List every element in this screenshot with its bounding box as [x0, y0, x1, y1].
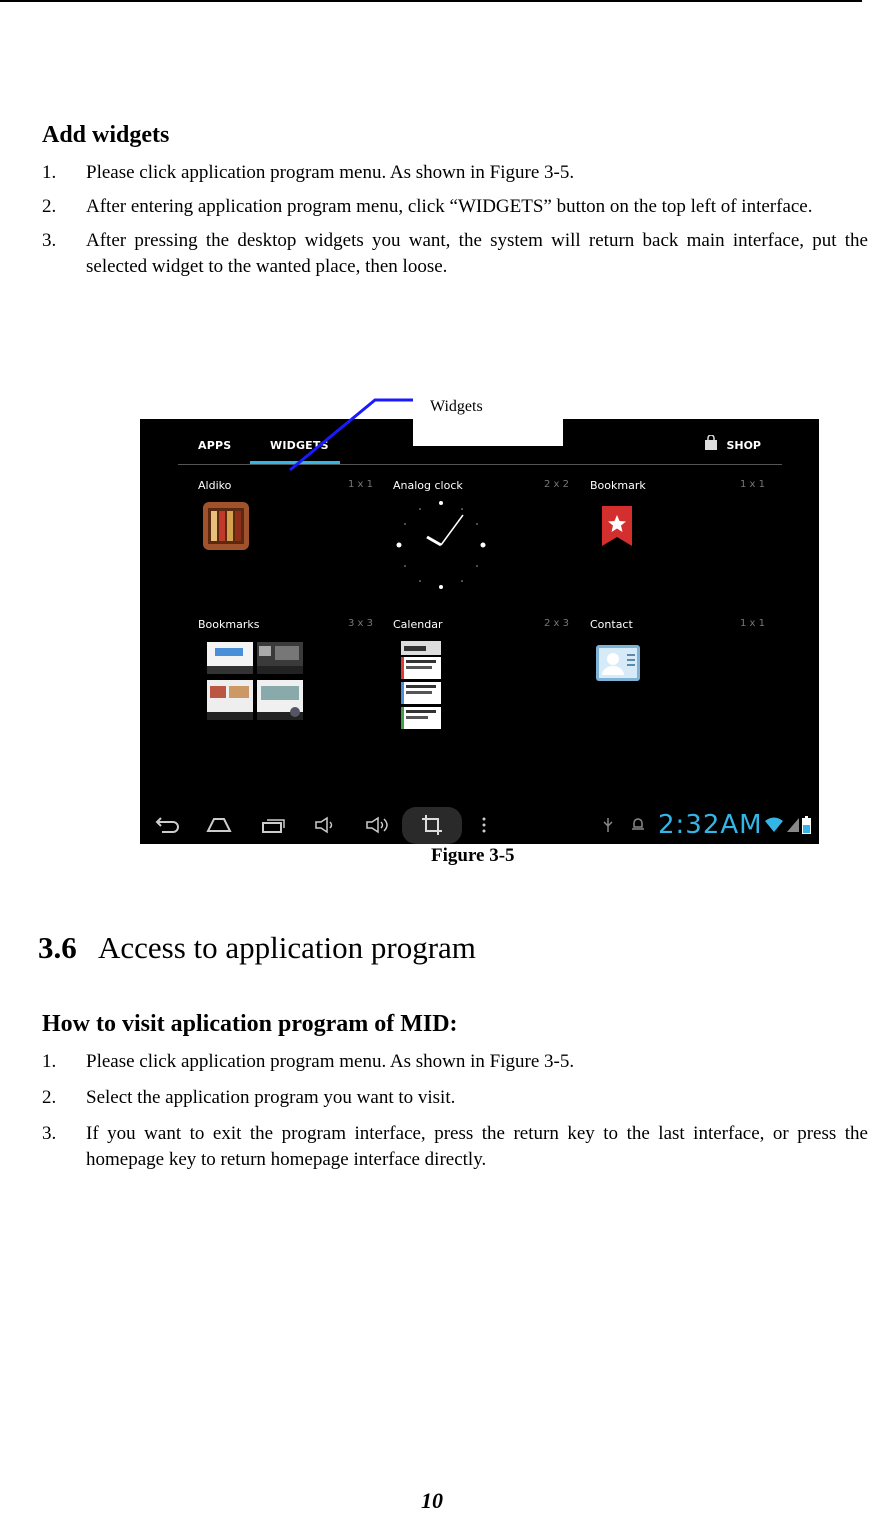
section-title: Access to application program [98, 930, 476, 965]
page-number: 10 [421, 1488, 443, 1513]
battery-icon [802, 816, 811, 834]
top-rule [0, 0, 862, 2]
screenshot-icon[interactable] [420, 813, 444, 837]
step-number: 3. [42, 1123, 57, 1144]
list-item [42, 194, 868, 220]
step-number: 2. [42, 196, 57, 217]
home-icon[interactable] [206, 815, 232, 835]
volume-up-icon[interactable] [365, 815, 391, 835]
shop-bag-icon[interactable] [704, 435, 718, 451]
widget-size: 2 x 3 [544, 618, 569, 629]
step-text: After entering application program menu, click “WIDGETS” button on the top left of interface. [86, 196, 813, 217]
menu-icon[interactable] [480, 815, 488, 835]
step-text: Select the application program you want to visit. [86, 1087, 456, 1108]
recent-apps-icon[interactable] [260, 815, 286, 835]
tab-widgets[interactable]: WIDGETS [270, 439, 329, 452]
widget-size: 1 x 1 [740, 479, 765, 490]
volume-down-icon[interactable] [314, 815, 338, 835]
widget-name-calendar: Calendar [393, 618, 443, 631]
widget-name-aldiko: Aldiko [198, 479, 232, 492]
list-item [42, 160, 868, 186]
back-icon[interactable] [154, 815, 180, 835]
widget-size: 1 x 1 [740, 618, 765, 629]
debug-icon [630, 817, 646, 833]
calendar-widget-icon[interactable] [401, 641, 441, 731]
shop-button[interactable]: SHOP [726, 439, 761, 452]
widget-size: 2 x 2 [544, 479, 569, 490]
add-widgets-steps [42, 160, 868, 280]
widget-name-bookmark: Bookmark [590, 479, 646, 492]
list-item [42, 1121, 868, 1173]
step-number: 1. [42, 162, 57, 183]
visit-apps-steps [42, 1049, 868, 1173]
bookmark-icon[interactable] [602, 506, 632, 546]
bookmarks-thumbnails-icon[interactable] [207, 642, 305, 724]
tab-apps[interactable]: APPS [198, 439, 232, 452]
step-number: 2. [42, 1087, 57, 1108]
widgets-callout-label: Widgets [430, 398, 483, 415]
status-clock: 2:32AM [658, 810, 763, 840]
step-text: If you want to exit the program interface, press the return key to the last interface, or press the homepage key to return homepage interface directly. [86, 1123, 868, 1170]
add-widgets-heading: Add widgets [42, 122, 170, 148]
list-item [42, 1085, 868, 1111]
usb-icon [602, 817, 614, 833]
list-item [42, 228, 868, 280]
wifi-icon [764, 817, 784, 833]
visit-apps-heading: How to visit aplication program of MID: [42, 1011, 458, 1037]
widget-name-analog-clock: Analog clock [393, 479, 463, 492]
widget-name-bookmarks: Bookmarks [198, 618, 260, 631]
step-number: 1. [42, 1051, 57, 1072]
section-number: 3.6 [38, 930, 77, 965]
tab-divider [178, 464, 782, 465]
system-bar [140, 807, 819, 844]
aldiko-icon[interactable] [203, 502, 249, 550]
step-text: Please click application program menu. As shown in Figure 3-5. [86, 1051, 575, 1072]
analog-clock-icon[interactable] [393, 497, 489, 593]
step-number: 3. [42, 230, 57, 251]
step-text: After pressing the desktop widgets you want, the system will return back main interface, put the selected widget to the wanted place, then loose. [86, 230, 868, 277]
signal-icon [786, 817, 800, 833]
step-text: Please click application program menu. As shown in Figure 3-5. [86, 162, 575, 183]
widget-name-contact: Contact [590, 618, 633, 631]
figure-caption: Figure 3-5 [431, 845, 515, 866]
widget-size: 3 x 3 [348, 618, 373, 629]
list-item [42, 1049, 868, 1075]
widgets-screenshot [140, 419, 819, 844]
widget-size: 1 x 1 [348, 479, 373, 490]
contact-icon[interactable] [596, 645, 640, 681]
